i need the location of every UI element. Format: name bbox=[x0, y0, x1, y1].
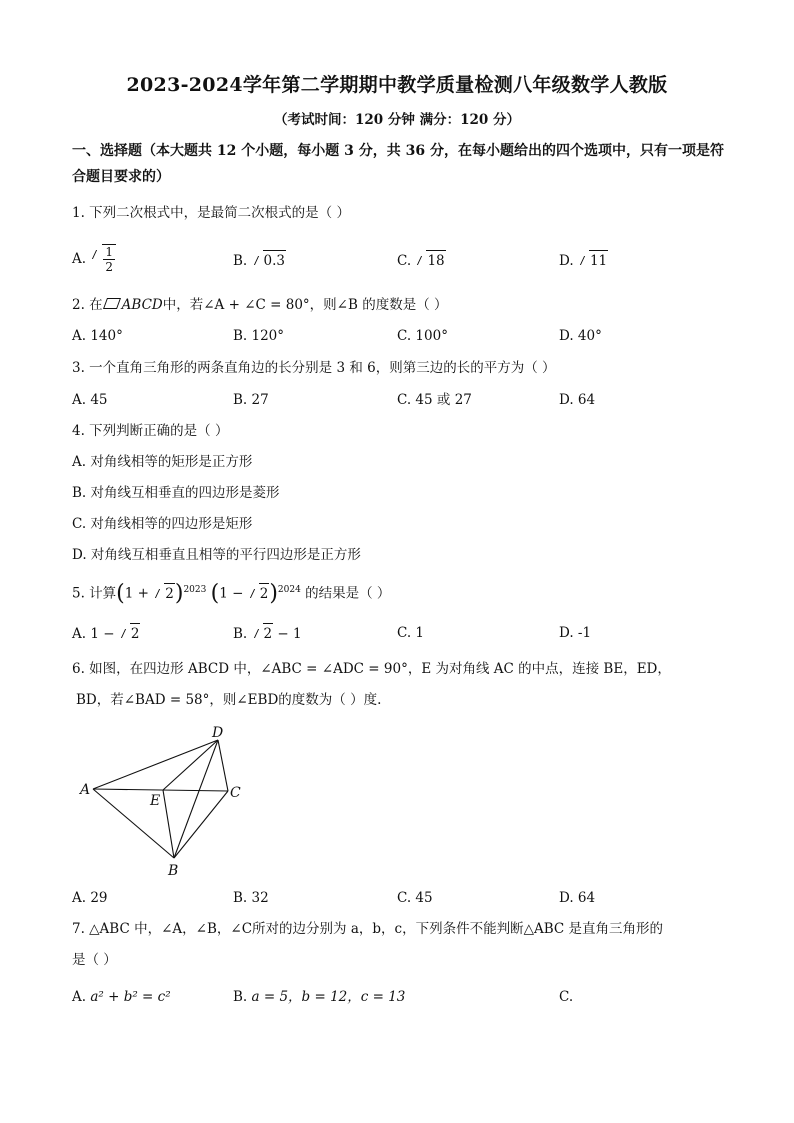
expression: a = 5，b = 12，c = 13 bbox=[251, 989, 406, 1005]
question-4-stem: 4. 下列判断正确的是（ ） bbox=[72, 423, 229, 439]
exponent-2: 2024 bbox=[277, 585, 301, 595]
q5-option-c: C. 1 bbox=[397, 625, 425, 641]
stem-prefix: 2. 在 bbox=[72, 297, 103, 313]
q4-option-b: B. 对角线互相垂直的四边形是菱形 bbox=[72, 485, 280, 501]
q6-option-a: A. 29 bbox=[72, 890, 108, 906]
option-letter: B. bbox=[233, 626, 248, 642]
quadrilateral-figure bbox=[78, 724, 258, 880]
section-heading: 一、选择题（本大题共 12 个小题，每小题 3 分，共 36 分，在每小题给出的四个选项中，只有一项是符合题目要求的） bbox=[72, 143, 724, 185]
q4-option-c: C. 对角线相等的四边形是矩形 bbox=[72, 516, 253, 532]
question-7-line-2: 是（ ） bbox=[72, 952, 117, 968]
parallelogram-name: ABCD bbox=[121, 297, 163, 313]
label-c: C bbox=[230, 785, 241, 801]
q3-option-b: B. 27 bbox=[233, 392, 269, 408]
q7-option-b bbox=[233, 987, 405, 1007]
q5-option-a bbox=[72, 623, 140, 644]
option-letter: C. bbox=[397, 253, 412, 269]
label-d: D bbox=[212, 725, 224, 741]
radicand: 2 bbox=[130, 623, 141, 644]
q6-option-b: B. 32 bbox=[233, 890, 269, 906]
segment-ed bbox=[163, 740, 218, 790]
q5-option-d: D. -1 bbox=[559, 625, 592, 641]
exam-info: （考试时间：120 分钟 满分：120 分） bbox=[274, 112, 520, 128]
q1-option-d bbox=[559, 250, 608, 271]
question-3-stem: 3. 一个直角三角形的两条直角边的长分别是 3 和 6，则第三边的长的平方为（ ） bbox=[72, 360, 556, 376]
q6-option-d: D. 64 bbox=[559, 890, 596, 906]
fraction bbox=[103, 245, 115, 274]
question-5-stem: 5. 计算$(1 + 2)^{2023}$ $(1 - 2)^{2024}$ 的结果是（ ） bbox=[72, 581, 391, 606]
q3-option-a: A. 45 bbox=[72, 392, 108, 408]
q2-option-b: B. 120° bbox=[233, 328, 285, 344]
q7-option-c: C. bbox=[559, 989, 574, 1005]
label-a: A bbox=[80, 782, 91, 798]
q2-option-d: D. 40° bbox=[559, 328, 602, 344]
radicand: 2 bbox=[259, 583, 270, 604]
diagonal-bd bbox=[174, 740, 218, 858]
radicand: 18 bbox=[426, 250, 445, 271]
option-letter: D. bbox=[559, 253, 574, 269]
option-letter: B. bbox=[233, 989, 248, 1005]
segment-be bbox=[163, 790, 174, 858]
question-7-line-1: 7. △ABC 中，∠A，∠B，∠C所对的边分别为 a，b，c，下列条件不能判断△ABC 是直角三角形的 bbox=[72, 921, 663, 937]
question-1-stem: 1. 下列二次根式中，是最简二次根式的是（ ） bbox=[72, 205, 350, 221]
q3-option-d: D. 64 bbox=[559, 392, 596, 408]
radicand: 2 bbox=[164, 583, 175, 604]
radicand: 0.3 bbox=[263, 250, 286, 271]
edge-ad bbox=[93, 740, 218, 789]
denominator: 2 bbox=[105, 260, 113, 274]
stem-rest: 中，若∠A + ∠C = 80°，则∠B 的度数是（ ） bbox=[162, 297, 448, 313]
q3-option-c: C. 45 或 27 bbox=[397, 392, 472, 408]
stem-suffix: 的结果是（ ） bbox=[305, 585, 391, 602]
q7-option-a bbox=[72, 987, 171, 1007]
question-2-stem bbox=[72, 295, 447, 315]
page-title: 2023-2024学年第二学期期中教学质量检测八年级数学人教版 bbox=[126, 74, 668, 96]
option-letter: A. bbox=[72, 989, 87, 1005]
label-e: E bbox=[150, 793, 161, 809]
q4-option-d: D. 对角线互相垂直且相等的平行四边形是正方形 bbox=[72, 547, 361, 563]
option-letter: B. bbox=[233, 253, 248, 269]
q2-option-a: A. 140° bbox=[72, 328, 123, 344]
q6-option-c: C. 45 bbox=[397, 890, 433, 906]
radicand: 11 bbox=[589, 250, 608, 271]
q5-option-b bbox=[233, 623, 302, 644]
numerator: 1 bbox=[105, 245, 113, 259]
question-6-line-2: BD，若∠BAD = 58°，则∠EBD的度数为（ ）度. bbox=[76, 692, 382, 708]
parallelogram-symbol bbox=[103, 298, 121, 309]
edge-dc bbox=[218, 740, 228, 791]
edge-cb bbox=[174, 791, 228, 858]
radicand: 2 bbox=[263, 623, 274, 644]
diagonal-ac bbox=[93, 789, 228, 791]
stem-prefix: 5. 计算 bbox=[72, 585, 117, 602]
question-6-line-1: 6. 如图，在四边形 ABCD 中，∠ABC = ∠ADC = 90°，E 为对角线 AC 的中点，连接 BE，ED， bbox=[72, 661, 671, 677]
q2-option-c: C. 100° bbox=[397, 328, 448, 344]
expression: a² + b² = c² bbox=[90, 989, 171, 1005]
option-letter: A. bbox=[72, 626, 87, 642]
exponent-1: 2023 bbox=[183, 585, 207, 595]
expression: − 1 bbox=[277, 626, 302, 642]
q1-option-c bbox=[397, 250, 446, 271]
edge-ba bbox=[93, 789, 174, 858]
option-letter: A. bbox=[72, 251, 87, 267]
q1-option-b bbox=[233, 250, 286, 271]
label-b: B bbox=[168, 863, 179, 879]
expression: 1 − bbox=[90, 626, 115, 642]
q1-option-a bbox=[72, 244, 116, 274]
q4-option-a: A. 对角线相等的矩形是正方形 bbox=[72, 454, 253, 470]
